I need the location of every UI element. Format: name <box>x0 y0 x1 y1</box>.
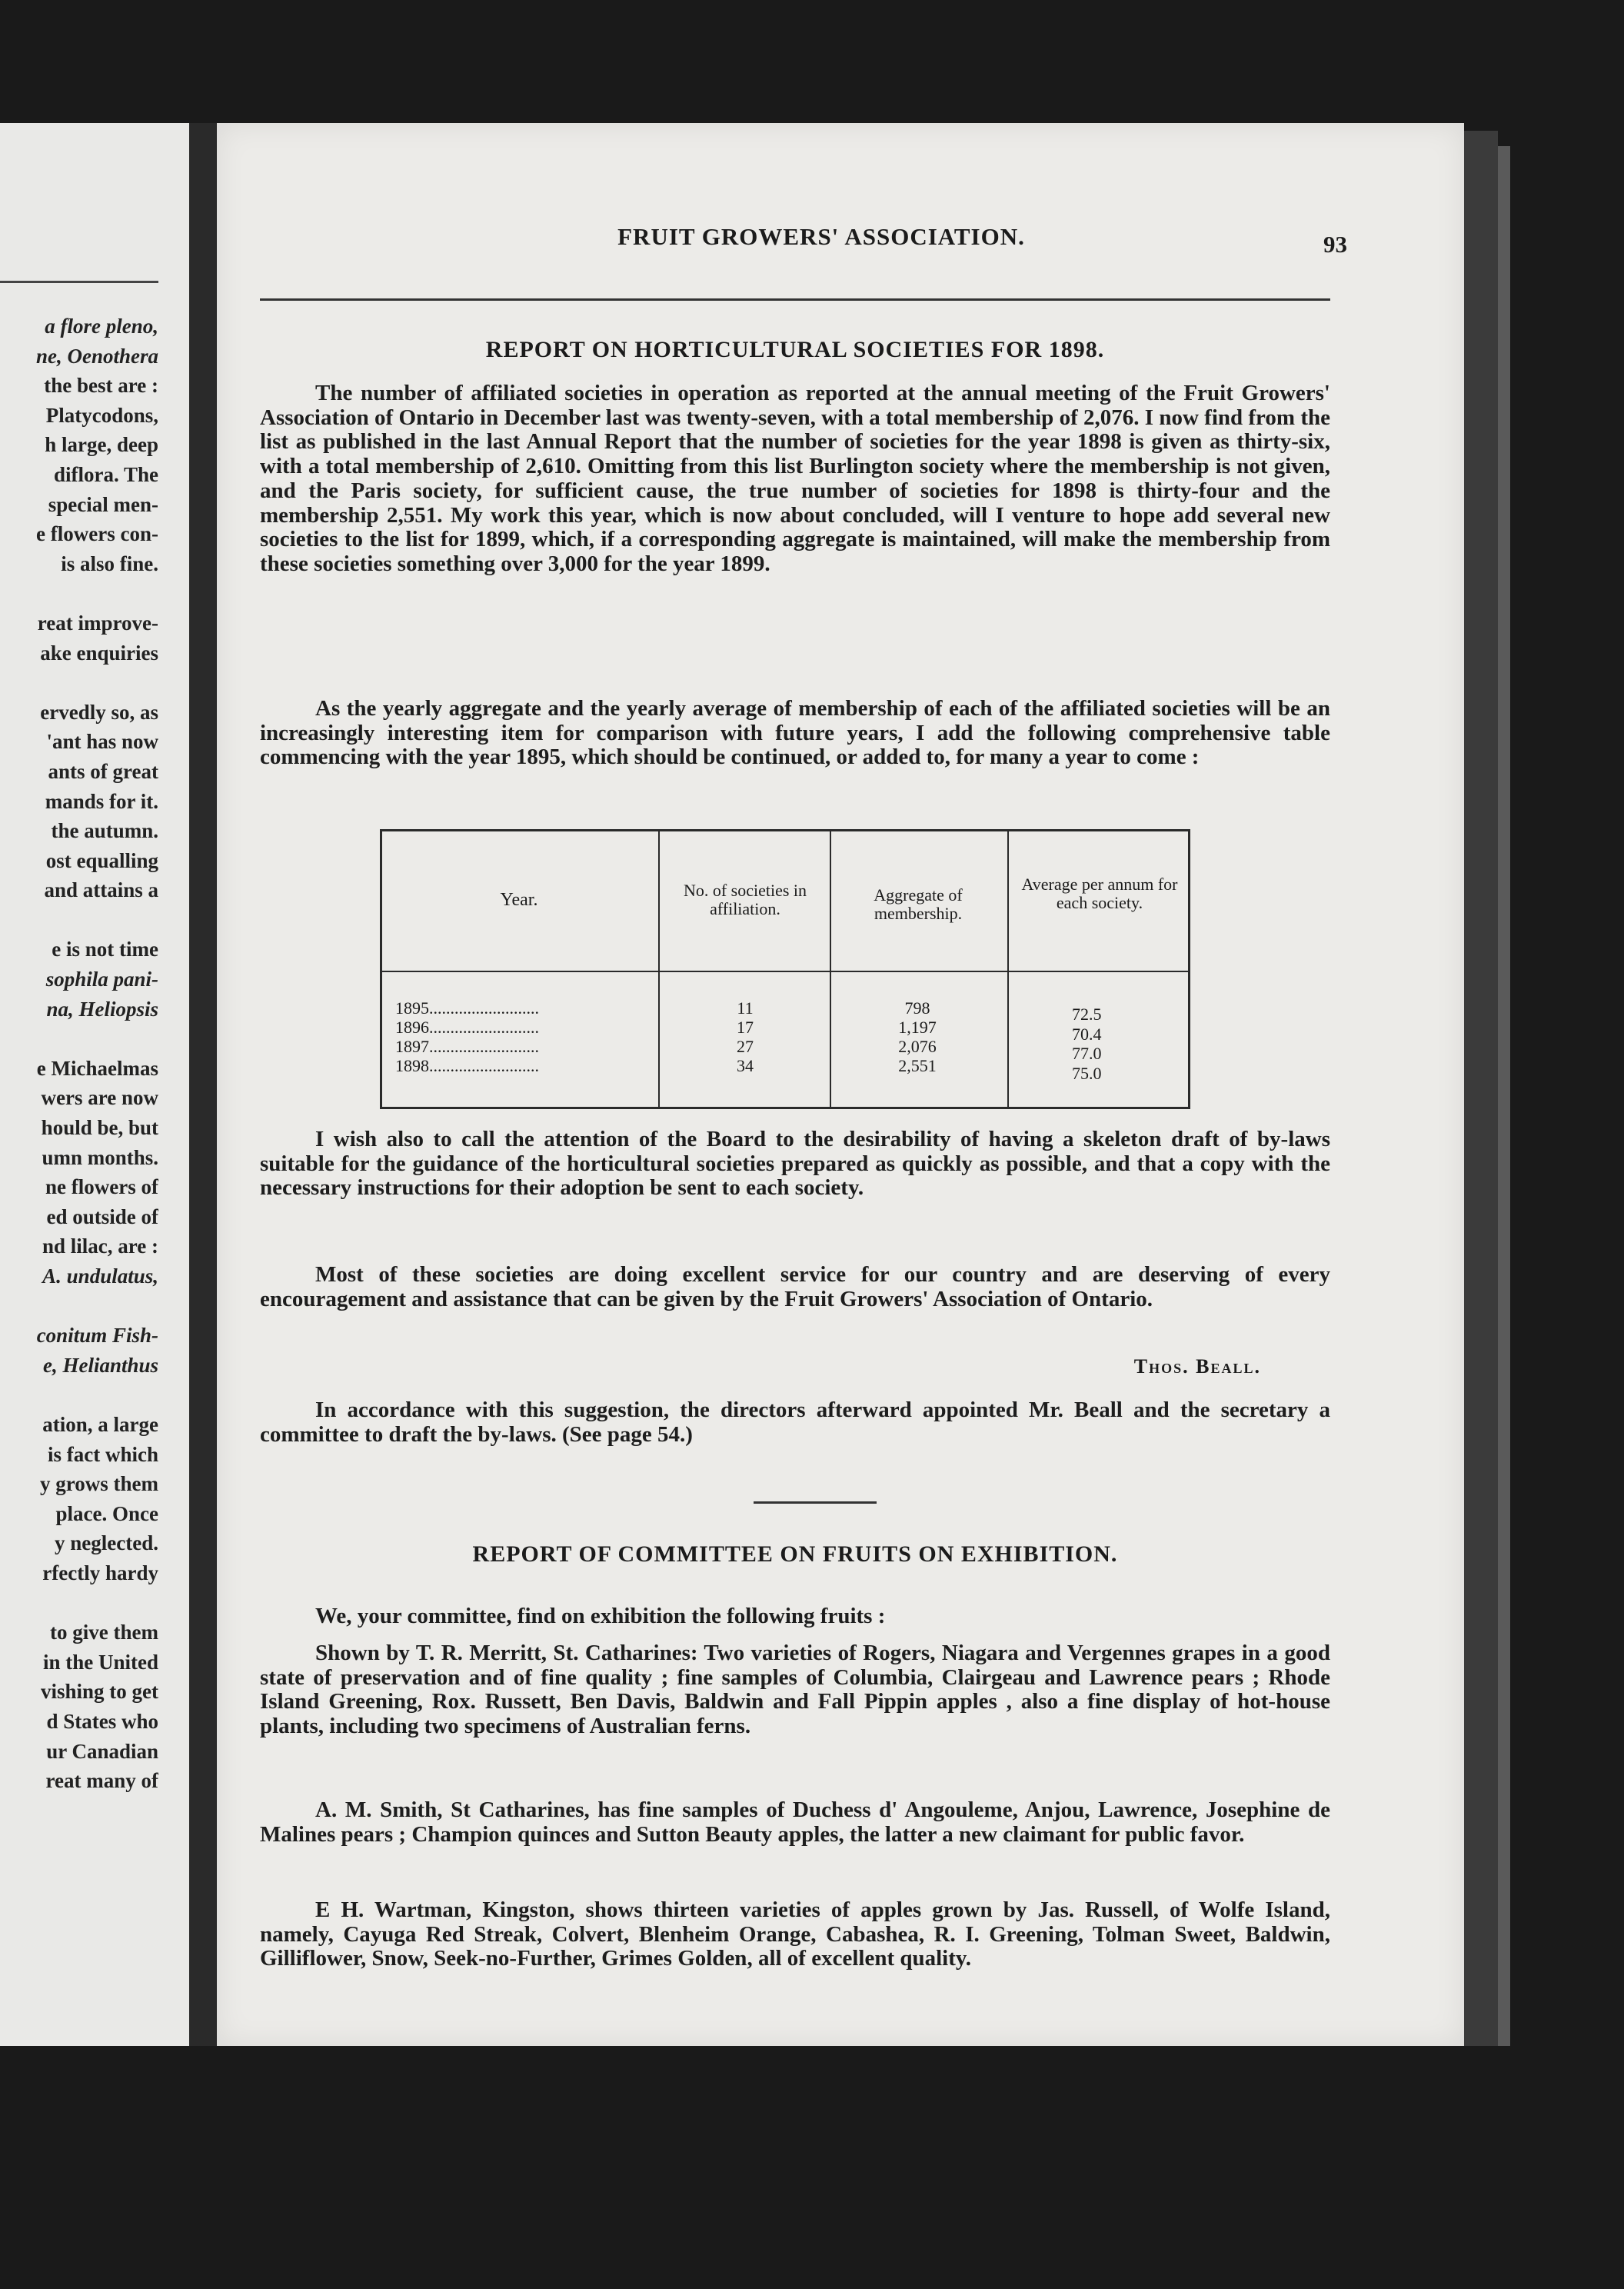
paragraph-bylaws-request: I wish also to call the attention of the Board to the desirability of having a skeleton draft of by-laws suitable for the guidance of the horticultural societies prepared as quickly as possible, and that a copy with the necessary instructions for their adoption be sent to each society. <box>260 1127 1330 1201</box>
left-page-line: d States who <box>46 1709 158 1733</box>
book-gutter <box>189 123 217 2046</box>
left-page-line: umn months. <box>42 1145 158 1169</box>
left-page-line <box>0 1291 158 1321</box>
left-page-line: vishing to get <box>40 1680 158 1704</box>
section-title-fruits-exhibition: REPORT OF COMMITTEE ON FRUITS ON EXHIBITION. <box>472 1541 1118 1567</box>
left-page-line: ur Canadian <box>46 1739 158 1763</box>
left-page-line: rfectly hardy <box>42 1561 158 1584</box>
left-page-line: y neglected. <box>55 1531 158 1555</box>
left-page-line: nd lilac, are : <box>42 1234 158 1258</box>
left-page-line: e, Helianthus <box>42 1353 158 1377</box>
left-page-line: the best are : <box>44 374 158 398</box>
table-cell-societies: 34 <box>737 1056 754 1075</box>
table-cell-average: 72.5 <box>1072 1005 1102 1024</box>
membership-table <box>380 829 1190 1109</box>
left-page-line: and attains a <box>44 878 158 902</box>
paragraph-table-intro: As the yearly aggregate and the yearly average of membership of each of the affiliated societies will be an increasingly interesting item for comparison with future years, I add the following comprehensive table commencing with the year 1895, which should be continued, or added to, for many a year to come : <box>260 696 1330 770</box>
paragraph-societies-service: Most of these societies are doing excellent service for our country and are deserving of every encouragement and assistance that can be given by the Fruit Growers' Association of Ontario. <box>260 1262 1330 1311</box>
paragraph-affiliated-societies: The number of affiliated societies in operation as reported at the annual meeting of the Fruit Growers' Association of Ontario in December last was twenty-seven, with a total membership of 2,076. I now find from the list as published in the last Annual Report that the number of societies for the year 1898 is given as thirty-six, with a total membership of 2,610. Omitting from this list Burlington society where the membership is not given, and the Paris society, for sufficient cause, the true number of societies for 1898 is thirty-four and the membership 2,551. My work this year, which is now about concluded, will I venture to hope add several new societies to the list for 1899, which, if a corresponding aggregate is maintained, will make the membership from these societies something over 3,000 for the year 1899. <box>260 381 1330 576</box>
left-page-line: ation, a large <box>42 1412 158 1436</box>
left-page-line: in the United <box>42 1650 158 1674</box>
left-page-line: is also fine. <box>61 551 158 575</box>
left-page-line: ne, Oenothera <box>35 344 158 368</box>
left-page-line <box>0 1380 158 1410</box>
left-page-line: place. Once <box>55 1501 158 1525</box>
left-page-line: the autumn. <box>51 819 158 843</box>
table-cell-aggregate: 2,551 <box>898 1056 937 1075</box>
left-page-line: ake enquiries <box>40 641 158 665</box>
table-cell-societies: 11 <box>737 998 754 1018</box>
table-left-border <box>380 829 382 1109</box>
left-page-line <box>0 1588 158 1618</box>
left-page-line: conitum Fish- <box>36 1324 158 1348</box>
table-top-border <box>380 829 1190 831</box>
table-col-divider-2 <box>830 829 831 1109</box>
left-page-line <box>0 1024 158 1054</box>
table-cell-year: 1895.......................... <box>395 998 539 1018</box>
left-page-line: na, Heliopsis <box>46 997 158 1021</box>
left-page-line: A. undulatus, <box>42 1264 158 1288</box>
table-cell-average: 75.0 <box>1072 1064 1102 1083</box>
left-page-line: ne flowers of <box>45 1175 158 1199</box>
left-page-text-column <box>0 312 158 1796</box>
left-facing-page <box>0 123 189 2046</box>
table-cell-societies: 27 <box>737 1037 754 1056</box>
left-page-line: ed outside of <box>46 1204 158 1228</box>
table-cell-societies: 17 <box>737 1018 754 1037</box>
left-page-line: e is not time <box>52 938 158 961</box>
table-cell-year: 1897.......................... <box>395 1037 539 1056</box>
left-page-line: ervedly so, as <box>40 700 158 724</box>
left-page-line: is fact which <box>48 1442 158 1466</box>
left-page-line: a flore pleno, <box>45 315 158 338</box>
table-col-divider-1 <box>658 829 660 1109</box>
left-page-line: ants of great <box>48 759 158 783</box>
left-page-line: mands for it. <box>45 789 158 813</box>
paragraph-smith-exhibit: A. M. Smith, St Catharines, has fine samples of Duchess d' Angouleme, Anjou, Lawrence, Josephine de Malines pears ; Champion quinces and Sutton Beauty apples, the latter a new claimant for public favor. <box>260 1798 1330 1847</box>
page-edge-shadow-outer <box>1498 146 1510 2046</box>
left-page-line <box>0 905 158 935</box>
section-divider-rule <box>754 1501 877 1504</box>
table-cell-aggregate: 798 <box>904 998 930 1018</box>
table-cell-aggregate: 2,076 <box>898 1037 937 1056</box>
table-header-rule <box>380 971 1190 972</box>
paragraph-committee-intro: We, your committee, find on exhibition the following fruits : <box>315 1604 886 1628</box>
page-edge-shadow <box>1464 131 1498 2046</box>
running-header-title: FRUIT GROWERS' ASSOCIATION. <box>617 223 1025 250</box>
left-page-line: special men- <box>48 492 158 516</box>
left-page-line: e flowers con- <box>36 522 158 546</box>
header-rule <box>260 298 1330 301</box>
paragraph-merritt-exhibit: Shown by T. R. Merritt, St. Catharines: Two varieties of Rogers, Niagara and Vergennes grapes in a good state of preservation and of fine quality ; fine samples of Columbia, Clairgeau and Lawrence pears ; Rhode Island Greening, Rox. Russett, Ben Davis, Baldwin and Fall Pippin apples , also a fine display of hot-house plants, including two specimens of Australian ferns. <box>260 1641 1330 1739</box>
left-page-line: y grows them <box>40 1472 158 1496</box>
table-cell-aggregate: 1,197 <box>898 1018 937 1037</box>
table-cell-average: 77.0 <box>1072 1044 1102 1063</box>
left-page-line: wers are now <box>41 1086 158 1110</box>
left-page-line <box>0 668 158 698</box>
table-header-year: Year. <box>500 890 538 910</box>
paragraph-wartman-exhibit: E H. Wartman, Kingston, shows thirteen varieties of apples grown by Jas. Russell, of Wolfe Island, namely, Cayuga Red Streak, Colvert, Blenheim Orange, Cabashea, R. I. Greening, Tolman Sweet, Baldwin, Gilliflower, Snow, Seek-no-Further, Grimes Golden, all of excellent quality. <box>260 1898 1330 1971</box>
left-page-line: h large, deep <box>45 433 158 457</box>
left-page-line: Platycodons, <box>45 403 158 427</box>
left-page-line: ost equalling <box>45 848 158 872</box>
table-right-border <box>1188 829 1190 1109</box>
left-page-line: 'ant has now <box>46 730 158 754</box>
left-page-line: to give them <box>50 1621 158 1644</box>
left-page-line: e Michaelmas <box>36 1056 158 1080</box>
left-page-line: reat improve- <box>37 611 158 635</box>
table-cell-year: 1896.......................... <box>395 1018 539 1037</box>
paragraph-directors-appointment: In accordance with this suggestion, the directors afterward appointed Mr. Beall and the secretary a committee to draft the by-laws. (See page 54.) <box>260 1398 1330 1447</box>
left-page-line: sophila pani- <box>45 968 158 991</box>
table-cell-year: 1898.......................... <box>395 1056 539 1075</box>
table-bottom-border <box>380 1107 1190 1109</box>
left-page-line <box>0 578 158 608</box>
table-cell-average: 70.4 <box>1072 1025 1102 1044</box>
left-page-line: diflora. The <box>53 462 158 486</box>
table-header-aggregate: Aggregate of membership. <box>874 885 963 923</box>
table-header-societies: No. of societies in affiliation. <box>683 881 807 918</box>
section-title-horticultural: REPORT ON HORTICULTURAL SOCIETIES FOR 1898. <box>485 337 1105 362</box>
table-col-divider-3 <box>1007 829 1009 1109</box>
table-header-average: Average per annum for each society. <box>1021 875 1178 912</box>
page-number: 93 <box>1323 231 1347 258</box>
left-page-line: reat many of <box>45 1769 158 1793</box>
left-page-line: hould be, but <box>41 1116 158 1140</box>
left-page-header-rule <box>0 281 158 283</box>
signature-beall: Thos. Beall. <box>1133 1355 1261 1378</box>
